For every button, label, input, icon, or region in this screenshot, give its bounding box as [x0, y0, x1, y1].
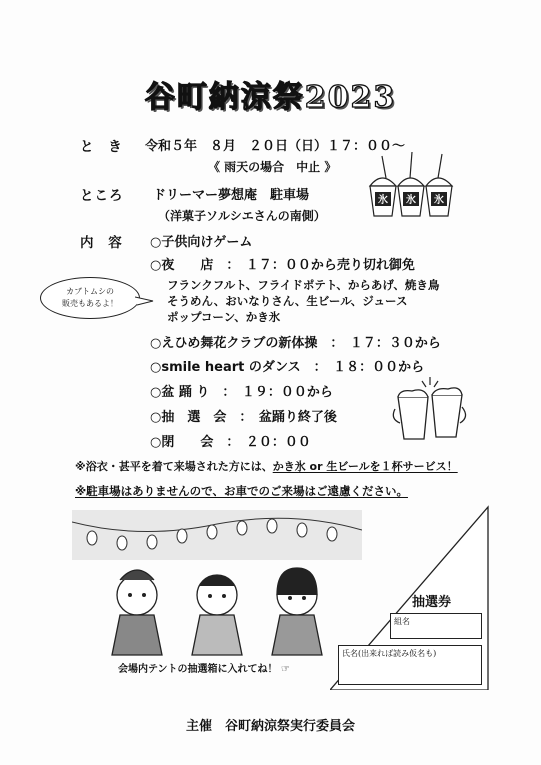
rain-note: 《 雨天の場合 中止 》	[208, 160, 337, 174]
yukata-notice-text: ※浴衣・甚平を着て来場された方には、	[75, 460, 273, 473]
content-label: 内 容	[80, 235, 127, 251]
food-line-3: ポップコーン、かき氷	[167, 310, 281, 324]
date-label: と き	[80, 139, 127, 155]
schedule-item-4: ○抽 選 会 ： 盆踊り終了後	[150, 410, 337, 425]
kakigori-illustration	[362, 148, 462, 223]
content-item-2: ○夜 店 ： １７：００から売り切れ御免	[150, 258, 415, 273]
group-name-field[interactable]: 組名	[390, 613, 482, 639]
yukata-notice	[75, 458, 458, 474]
food-line-2: そうめん、おいなりさん、生ビール、ジュース	[167, 294, 408, 308]
beer-toast-illustration	[392, 375, 472, 445]
schedule-item-5: ○閉 会 ： ２０：００	[150, 435, 311, 450]
lottery-hint	[118, 660, 290, 675]
festival-children-illustration	[72, 510, 362, 670]
yukata-notice-highlight: かき氷 or 生ビールを１杯サービス！	[272, 460, 458, 473]
kakigori-sign-1: 氷	[378, 195, 388, 206]
place-label: ところ	[80, 188, 124, 204]
ticket-title: 抽選券	[412, 595, 452, 610]
organizer-credit: 主催 谷町納涼祭実行委員会	[185, 719, 355, 734]
bubble-line-2: 販売もあるよ！	[62, 299, 118, 308]
bubble-tail	[135, 295, 155, 307]
lottery-hint-text: 会場内テントの抽選箱に入れてね！	[118, 664, 278, 675]
date-value: 令和５年 ８月 ２０日（日）１７：００～	[145, 139, 406, 154]
full-name-field[interactable]: 氏名(出来れば読み仮名も)	[338, 645, 482, 685]
schedule-item-2: ○smile heart のダンス ： １８：００から	[150, 360, 425, 375]
speech-bubble	[40, 277, 140, 319]
kakigori-sign-2: 氷	[406, 195, 416, 206]
bubble-line-1: カブトムシの	[66, 287, 114, 296]
parking-notice: ※駐車場はありませんので、お車でのご来場はご遠慮ください。	[75, 484, 408, 498]
pointing-hand-icon: ☞	[280, 664, 290, 675]
schedule-item-1: ○えひめ舞花クラブの新体操 ： １７：３０から	[150, 336, 441, 351]
food-list	[167, 277, 439, 325]
kakigori-sign-3: 氷	[434, 195, 444, 206]
schedule-item-3: ○盆 踊 り ： １９：００から	[150, 385, 333, 400]
lottery-ticket	[330, 505, 490, 690]
content-item-1: ○子供向けゲーム	[150, 235, 253, 250]
page-title: 谷町納涼祭2023	[144, 80, 397, 115]
place-note: （洋菓子ソルシエさんの南側）	[158, 209, 326, 223]
food-line-1: フランクフルト、フライドポテト、からあげ、焼き鳥	[167, 278, 440, 292]
place-value: ドリーマー夢想庵 駐車場	[153, 188, 310, 203]
